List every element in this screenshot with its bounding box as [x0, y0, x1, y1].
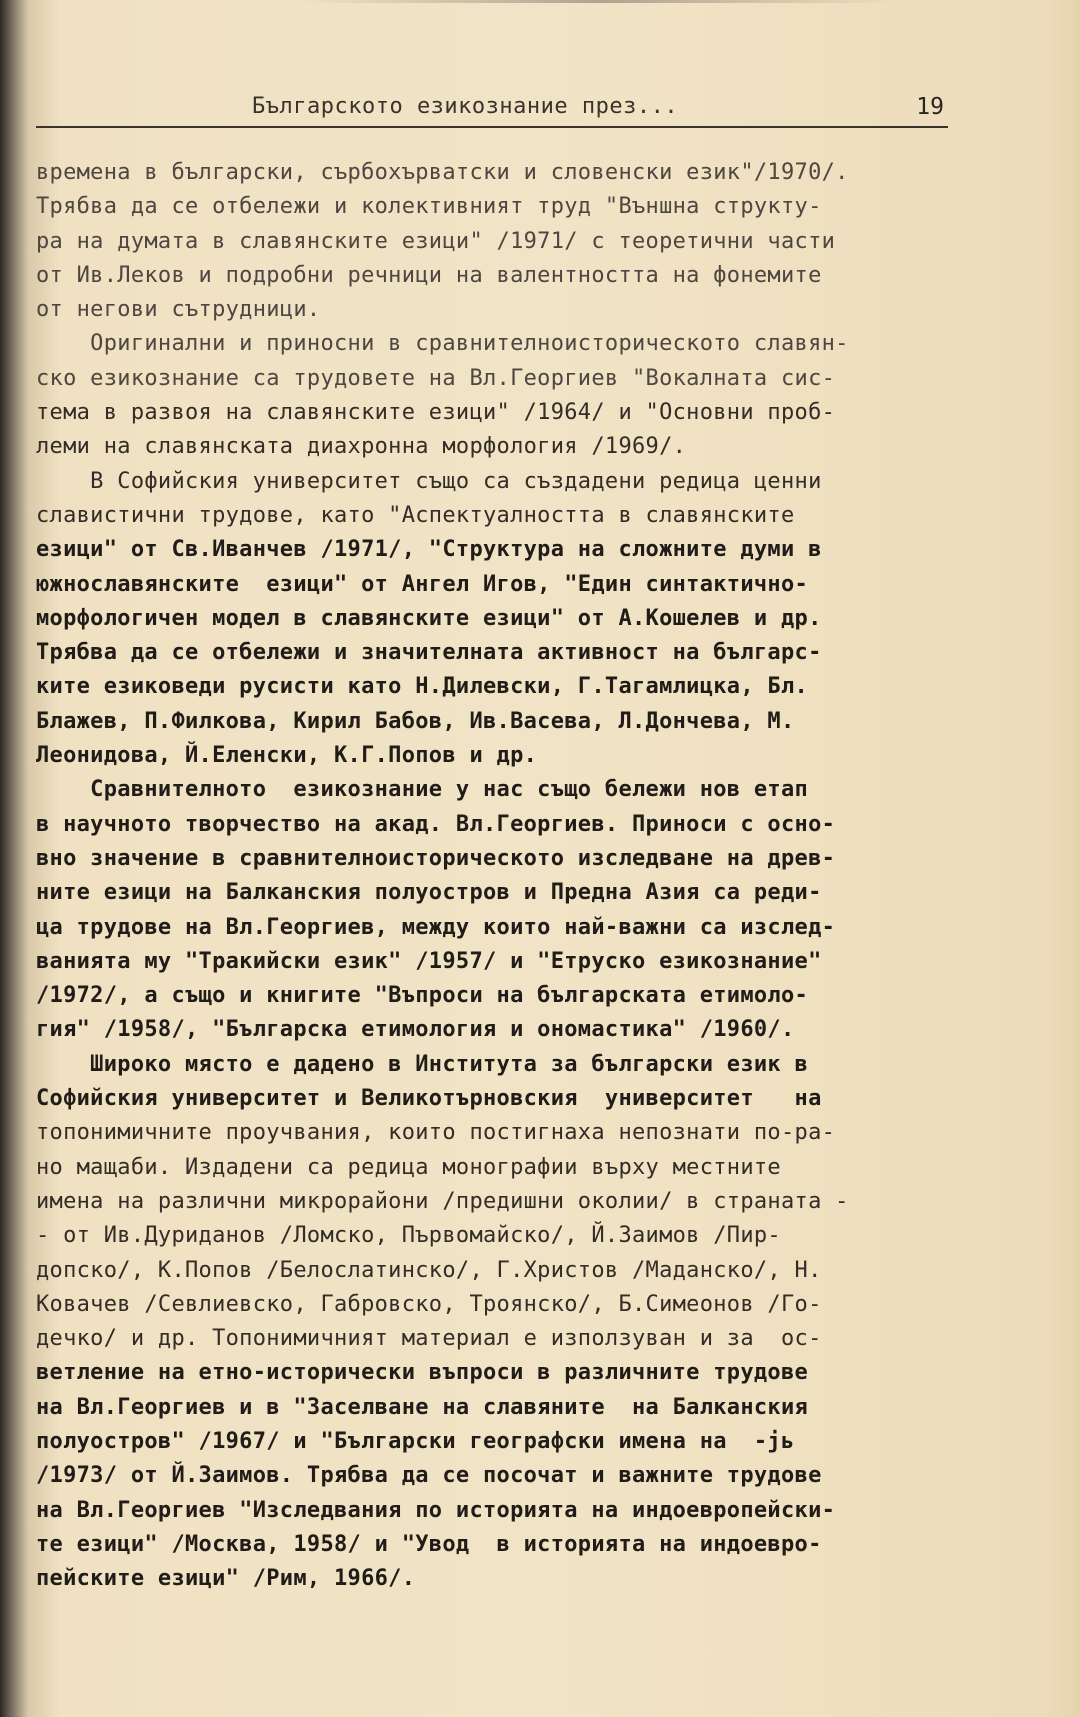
- text-line: от негови сътрудници.: [36, 297, 321, 323]
- text-line: - от Ив.Дуриданов /Ломско, Първомайско/, Й.Заимов /Пир-: [36, 1223, 781, 1249]
- text-line: славистични трудове, като "Аспектуалността в славянските: [36, 502, 795, 528]
- text-line: Ковачев /Севлиевско, Габровско, Троянско/, Б.Симеонов /Го-: [36, 1291, 822, 1317]
- text-line: гия" /1958/, "Българска етимология и ономастика" /1960/.: [36, 1017, 795, 1043]
- text-line: тема в развоя на славянските езици" /1964/ и "Основни проб-: [36, 400, 836, 426]
- text-line: вно значение в сравнителноисторическото изследване на древ-: [36, 845, 836, 871]
- text-line: те езици" /Москва, 1958/ и "Увод в историята на индоевро-: [36, 1531, 822, 1557]
- text-line: от Ив.Леков и подробни речници на валентността на фонемите: [36, 262, 822, 288]
- text-line: Блажев, П.Филкова, Кирил Бабов, Ив.Васева, Л.Дончева, М.: [36, 708, 795, 734]
- text-line: /1973/ от Й.Заимов. Трябва да се посочат и важните трудове: [36, 1463, 822, 1489]
- page-number: 19: [916, 94, 944, 120]
- text-line: Софийския университет и Великотърновския университет на: [36, 1086, 822, 1112]
- body-text: [36, 156, 1001, 1596]
- text-line: имена на различни микрорайони /предишни околии/ в страната -: [36, 1188, 849, 1214]
- text-line: Трябва да се отбележи и значителната активност на българс-: [36, 640, 822, 666]
- text-line: допско/, К.Попов /Белослатинско/, Г.Христов /Маданско/, Н.: [36, 1257, 822, 1283]
- text-line: полуостров" /1967/ и "Български географски имена на -jь: [36, 1428, 795, 1454]
- text-line: на Вл.Георгиев "Изследвания по историята на индоевропейски-: [36, 1497, 836, 1523]
- text-line: леми на славянската диахронна морфология /1969/.: [36, 434, 687, 460]
- text-line: /1972/, а също и книгите "Въпроси на българската етимоло-: [36, 983, 809, 1009]
- text-line: ките езиковеди русисти като Н.Дилевски, Г.Тагамлицка, Бл.: [36, 674, 809, 700]
- text-line: Трябва да се отбележи и колективният труд "Външна структу-: [36, 194, 822, 220]
- text-line: в научното творчество на акад. Вл.Георгиев. Приноси с осно-: [36, 811, 836, 837]
- text-line: ните езици на Балканския полуостров и Предна Азия са реди-: [36, 880, 822, 906]
- text-line: дечко/ и др. Топонимичният материал е използуван и за ос-: [36, 1326, 822, 1352]
- text-line: ско езикознание са трудовете на Вл.Георгиев "Вокалната сис-: [36, 365, 836, 391]
- text-line: ветление на етно-исторически въпроси в различните трудове: [36, 1360, 809, 1386]
- scan-edge-line: [300, 0, 900, 3]
- running-header: [36, 92, 948, 128]
- text-line: топонимичните проучвания, които постигнаха непознати по-ра-: [36, 1120, 836, 1146]
- text-line: на Вл.Георгиев и в "Заселване на славяните на Балканския: [36, 1394, 809, 1420]
- text-line: но мащаби. Издадени са редица монографии върху местните: [36, 1154, 781, 1180]
- text-line: В Софийския университет също са създадени редица ценни: [36, 468, 822, 494]
- text-line: южнославянските езици" от Ангел Игов, "Един синтактично-: [36, 571, 809, 597]
- running-header-title: Българското езикознание през...: [252, 94, 679, 119]
- text-line: ца трудове на Вл.Георгиев, между които най-важни са изслед-: [36, 914, 836, 940]
- text-line: ванията му "Тракийски език" /1957/ и "Етруско езикознание": [36, 948, 822, 974]
- text-line: Сравнителното езикознание у нас също бележи нов етап: [36, 777, 809, 803]
- text-line: Широко място е дадено в Института за български език в: [36, 1051, 809, 1077]
- text-line: Леонидова, Й.Еленски, К.Г.Попов и др.: [36, 743, 538, 769]
- text-line: Оригинални и приносни в сравнителноисторическото славян-: [36, 331, 849, 357]
- text-line: времена в български, сърбохърватски и словенски език"/1970/.: [36, 160, 849, 185]
- text-line: езици" от Св.Иванчев /1971/, "Структура на сложните думи в: [36, 537, 822, 563]
- text-line: пейските езици" /Рим, 1966/.: [36, 1566, 416, 1592]
- text-line: морфологичен модел в славянските езици" от А.Кошелев и др.: [36, 605, 822, 631]
- text-line: ра на думата в славянските езици" /1971/ с теоретични части: [36, 228, 836, 254]
